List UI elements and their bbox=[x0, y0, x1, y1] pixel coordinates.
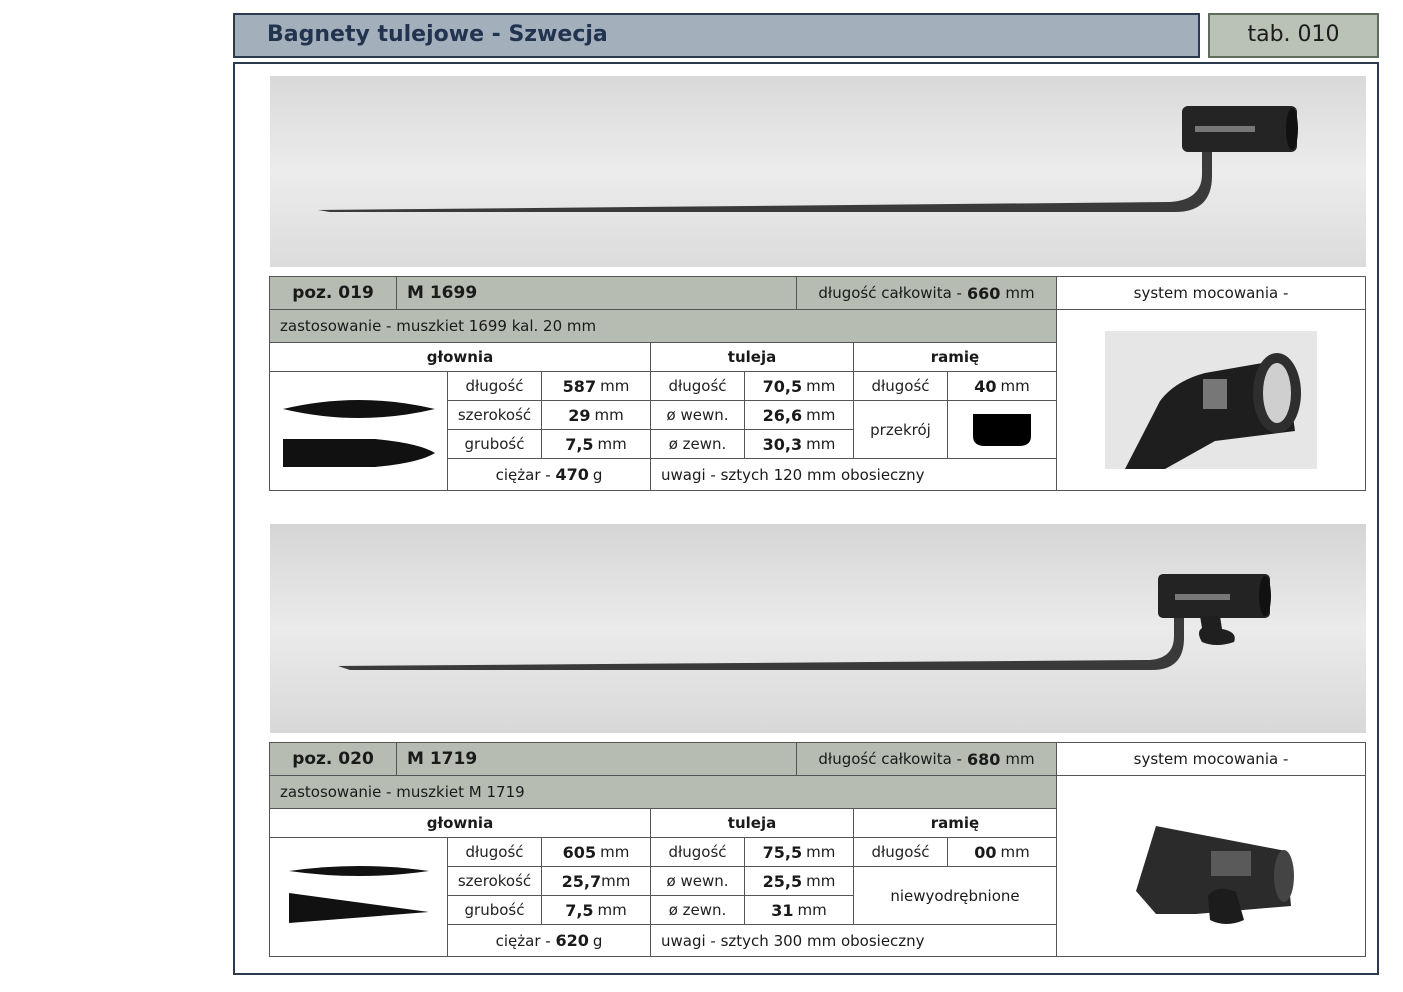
bayonet-photo-2 bbox=[270, 524, 1366, 733]
blade-length-label: długość bbox=[447, 371, 542, 401]
socket-header: tuleja bbox=[650, 342, 854, 372]
unit: mm bbox=[806, 843, 836, 861]
total-length-unit: mm bbox=[1005, 750, 1035, 768]
weight-label: ciężar - bbox=[495, 465, 551, 484]
unit: mm bbox=[797, 901, 827, 919]
socket-outer-diameter-label: ø zewn. bbox=[650, 429, 745, 459]
mounting-system-label: system mocowania - bbox=[1056, 276, 1366, 310]
model-name: M 1719 bbox=[396, 742, 797, 776]
blade-thickness-value bbox=[541, 429, 651, 459]
page-title-bar bbox=[233, 13, 1200, 58]
socket-mount-image bbox=[1105, 331, 1317, 469]
blade-length-value bbox=[541, 371, 651, 401]
unit: mm bbox=[806, 435, 836, 453]
weight bbox=[447, 458, 651, 491]
blade-thickness-label: grubość bbox=[447, 895, 542, 925]
socket-length-label: długość bbox=[650, 837, 745, 867]
blade-thickness-value bbox=[541, 895, 651, 925]
arm-section-drawing bbox=[971, 412, 1033, 448]
total-length-unit: mm bbox=[1005, 284, 1035, 302]
position-number: poz. 019 bbox=[269, 276, 397, 310]
arm-header: ramię bbox=[853, 342, 1057, 372]
weight-unit: g bbox=[592, 931, 603, 950]
value: 25,7 bbox=[561, 871, 602, 891]
unit: mm bbox=[601, 872, 631, 890]
spec-table-2 bbox=[269, 742, 1366, 957]
value: 29 bbox=[568, 405, 591, 425]
bayonet-m1699-image bbox=[270, 76, 1366, 267]
unit: mm bbox=[1000, 843, 1030, 861]
value: 31 bbox=[771, 900, 794, 920]
value: 25,5 bbox=[762, 871, 803, 891]
blade-header: głownia bbox=[269, 808, 651, 838]
usage-text: zastosowanie - muszkiet M 1719 bbox=[269, 775, 1057, 809]
unit: mm bbox=[806, 872, 836, 890]
socket-outer-diameter-label: ø zewn. bbox=[650, 895, 745, 925]
table-number: tab. 010 bbox=[1247, 22, 1340, 47]
mounting-system-label: system mocowania - bbox=[1056, 742, 1366, 776]
socket-length-value bbox=[744, 371, 854, 401]
weight-unit: g bbox=[592, 465, 603, 484]
arm-section-label: przekrój bbox=[853, 400, 948, 459]
usage-text: zastosowanie - muszkiet 1699 kal. 20 mm bbox=[269, 309, 1057, 343]
total-length-label: długość całkowita - bbox=[818, 284, 962, 302]
socket-inner-diameter-label: ø wewn. bbox=[650, 400, 745, 430]
arm-section-cell bbox=[947, 400, 1057, 459]
unit: mm bbox=[806, 377, 836, 395]
socket-inner-diameter-label: ø wewn. bbox=[650, 866, 745, 896]
value: 75,5 bbox=[762, 842, 803, 862]
socket-mount-image bbox=[1116, 796, 1306, 936]
blade-profile-cell bbox=[269, 371, 448, 491]
value: 7,5 bbox=[565, 434, 594, 454]
value: 00 bbox=[974, 842, 997, 862]
blade-profile-drawing bbox=[279, 857, 439, 937]
mounting-photo-cell bbox=[1056, 309, 1366, 491]
total-length bbox=[796, 742, 1057, 776]
socket-length-value bbox=[744, 837, 854, 867]
model-name: M 1699 bbox=[396, 276, 797, 310]
value: 7,5 bbox=[565, 900, 594, 920]
socket-inner-diameter-value bbox=[744, 866, 854, 896]
spec-table-1 bbox=[269, 276, 1366, 491]
arm-length-label: długość bbox=[853, 371, 948, 401]
value: 30,3 bbox=[762, 434, 803, 454]
bayonet-photo-1 bbox=[270, 76, 1366, 267]
blade-width-value bbox=[541, 400, 651, 430]
total-length-value: 660 bbox=[966, 283, 1001, 303]
blade-width-label: szerokość bbox=[447, 866, 542, 896]
blade-profile-drawing bbox=[279, 391, 439, 471]
blade-profile-cell bbox=[269, 837, 448, 957]
socket-inner-diameter-value bbox=[744, 400, 854, 430]
weight-value: 620 bbox=[555, 931, 589, 950]
position-number: poz. 020 bbox=[269, 742, 397, 776]
arm-length-value bbox=[947, 837, 1057, 867]
arm-length-label: długość bbox=[853, 837, 948, 867]
arm-length-value bbox=[947, 371, 1057, 401]
blade-length-label: długość bbox=[447, 837, 542, 867]
blade-length-value bbox=[541, 837, 651, 867]
total-length bbox=[796, 276, 1057, 310]
blade-thickness-label: grubość bbox=[447, 429, 542, 459]
socket-header: tuleja bbox=[650, 808, 854, 838]
arm-section-note: niewyodrębnione bbox=[853, 866, 1057, 925]
unit: mm bbox=[600, 377, 630, 395]
weight-label: ciężar - bbox=[495, 931, 551, 950]
socket-outer-diameter-value bbox=[744, 429, 854, 459]
remarks: uwagi - sztych 300 mm obosieczny bbox=[650, 924, 1057, 957]
mounting-photo-cell bbox=[1056, 775, 1366, 957]
bayonet-m1719-image bbox=[270, 524, 1366, 733]
value: 587 bbox=[562, 376, 597, 396]
value: 26,6 bbox=[762, 405, 803, 425]
unit: mm bbox=[600, 843, 630, 861]
socket-length-label: długość bbox=[650, 371, 745, 401]
weight bbox=[447, 924, 651, 957]
value: 70,5 bbox=[762, 376, 803, 396]
value: 40 bbox=[974, 376, 997, 396]
unit: mm bbox=[1000, 377, 1030, 395]
blade-header: głownia bbox=[269, 342, 651, 372]
blade-width-label: szerokość bbox=[447, 400, 542, 430]
unit: mm bbox=[597, 901, 627, 919]
table-number-box bbox=[1208, 13, 1379, 58]
unit: mm bbox=[594, 406, 624, 424]
weight-value: 470 bbox=[555, 465, 589, 484]
remarks: uwagi - sztych 120 mm obosieczny bbox=[650, 458, 1057, 491]
unit: mm bbox=[806, 406, 836, 424]
page-title: Bagnety tulejowe - Szwecja bbox=[267, 22, 608, 47]
socket-outer-diameter-value bbox=[744, 895, 854, 925]
total-length-value: 680 bbox=[966, 749, 1001, 769]
total-length-label: długość całkowita - bbox=[818, 750, 962, 768]
unit: mm bbox=[597, 435, 627, 453]
blade-width-value bbox=[541, 866, 651, 896]
arm-header: ramię bbox=[853, 808, 1057, 838]
value: 605 bbox=[562, 842, 597, 862]
